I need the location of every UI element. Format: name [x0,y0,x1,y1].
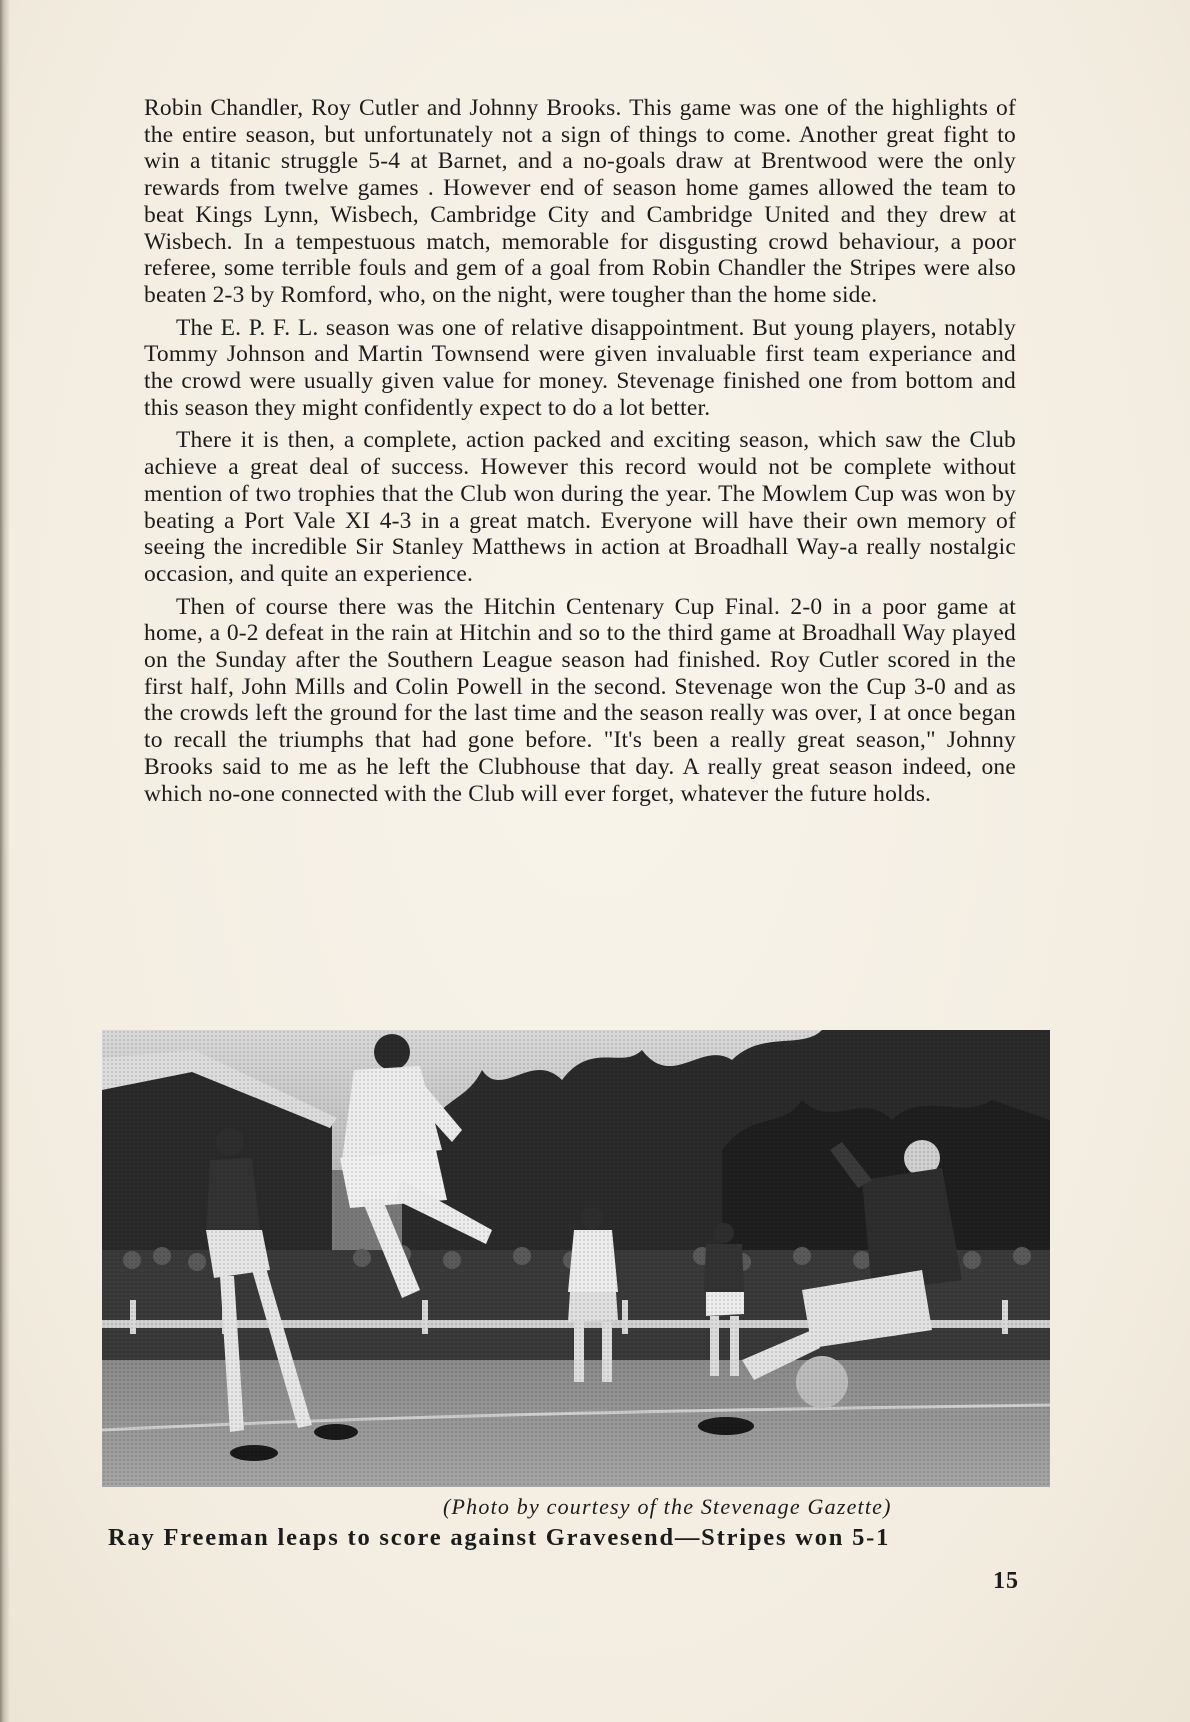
article-paragraph: Then of course there was the Hitchin Centenary Cup Final. 2-0 in a poor game at home, a 0-2 defeat in the rain at Hitchin and so to the third game at Broadhall Way played on the Sunday after the Southern League season had finished. Roy Cutler scored in the first half, John Mills and Colin Powell in the second. Stevenage won the Cup 3-0 and as the crowds left the ground for the last time and the season really was over, I at once began to recall the triumphs that had gone before. "It's been a really great season," Johnny Brooks said to me as he left the Clubhouse that day. A really great season indeed, one which no-one connected with the Club will ever forget, whatever the future holds. [144,593,1016,807]
article-paragraph: The E. P. F. L. season was one of relative disappointment. But young players, notably Tommy Johnson and Martin Townsend were given invaluable first team experiance and the crowd were usually given value for money. Stevenage finished one from bottom and this season they might confidently expect to do a lot better. [144,314,1016,421]
page-number: 15 [993,1568,1019,1594]
article-body [144,95,1016,813]
photo-caption: Ray Freeman leaps to score against Gravesend—Stripes won 5-1 [108,1524,891,1551]
match-photo [102,1030,1050,1487]
article-paragraph: There it is then, a complete, action packed and exciting season, which saw the Club achieve a great deal of success. However this record would not be complete without mention of two trophies that the Club won during the year. The Mowlem Cup was won by beating a Port Vale XI 4-3 in a great match. Everyone will have their own memory of seeing the incredible Sir Stanley Matthews in action at Broadhall Way-a really nostalgic occasion, and quite an experience. [144,427,1016,587]
page-binding-edge [0,0,10,1722]
photo-credit: (Photo by courtesy of the Stevenage Gazette) [443,1494,892,1519]
article-paragraph: Robin Chandler, Roy Cutler and Johnny Brooks. This game was one of the highlights of the entire season, but unfortunately not a sign of things to come. Another great fight to win a titanic struggle 5-4 at Barnet, and a no-goals draw at Brentwood were the only rewards from twelve games . However end of season home games allowed the team to beat Kings Lynn, Wisbech, Cambridge City and Cambridge United and they drew at Wisbech. In a tempestuous match, memorable for disgusting crowd behaviour, a poor referee, some terrible fouls and gem of a goal from Robin Chandler the Stripes were also beaten 2-3 by Romford, who, on the night, were tougher than the home side. [144,95,1016,308]
